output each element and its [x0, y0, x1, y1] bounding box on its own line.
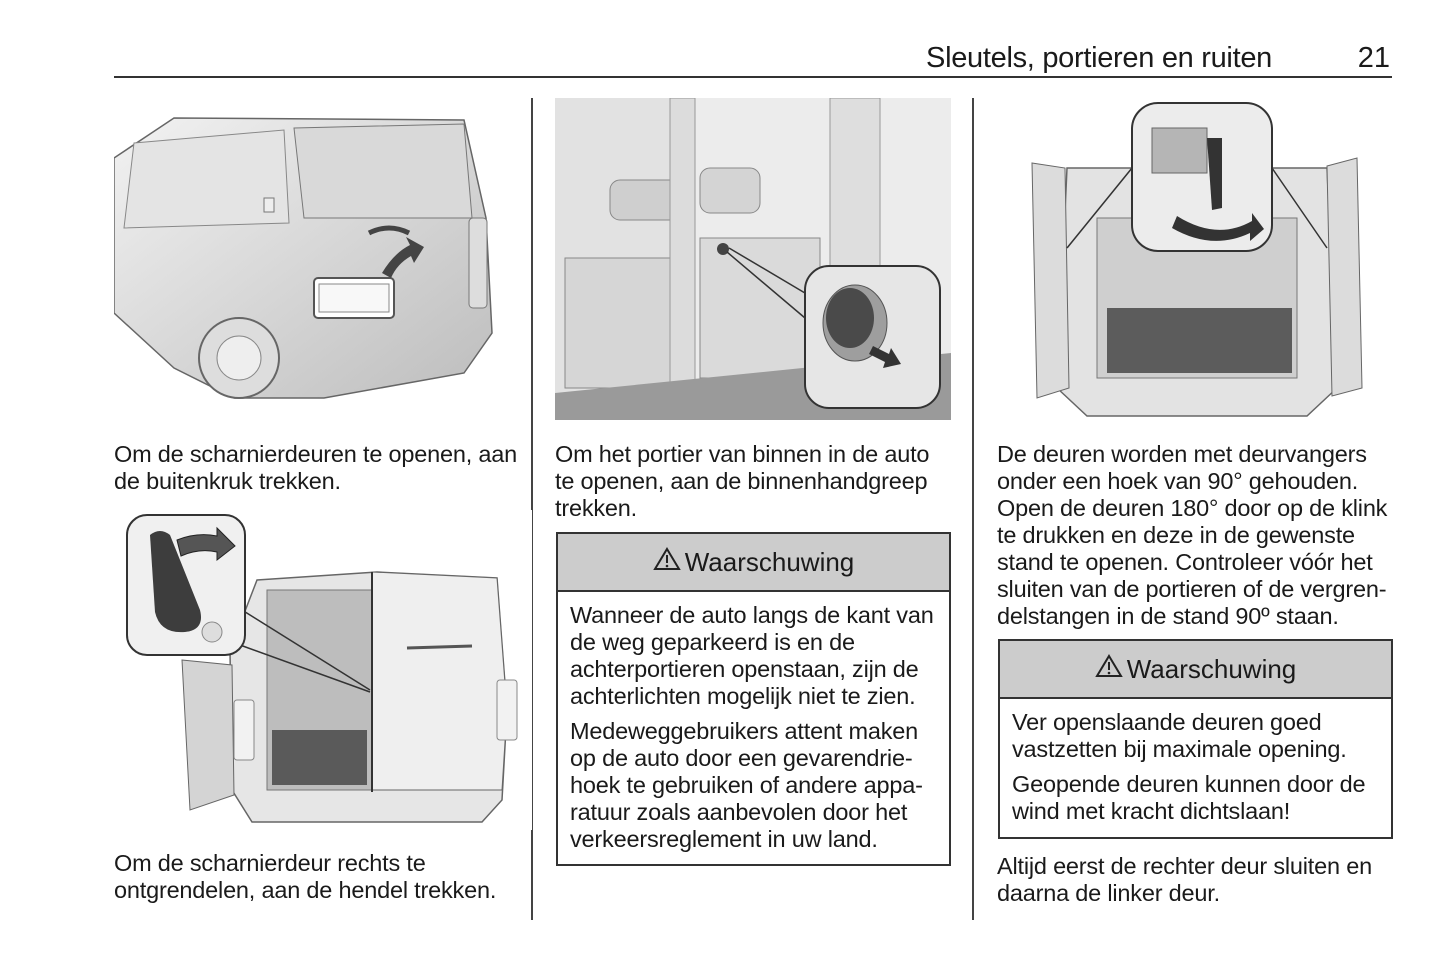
warning-paragraph: Geopende deuren kunnen door de wind met kracht dichtslaan! — [1012, 771, 1366, 824]
paragraph-door-check: De deuren worden met deurvangers onder een hoek van 90° gehouden. Open de deuren 180° door op de klink te drukken en deze in de gewenste stand te openen. Controleer vóór het sluiten van de portieren of de vergrendelstangen in de stand 90º staan. — [997, 441, 1388, 629]
warning-paragraph: Wanneer de auto langs de kant van de weg geparkeerd is en de achterportieren openstaan, zijn de achterlichten mogelijk niet te zien. — [570, 602, 934, 709]
van-rear-illustration — [114, 98, 494, 413]
warning-header — [558, 534, 949, 592]
figure-right-door-release — [122, 510, 532, 830]
van-both-doors-open-illustration — [1027, 98, 1367, 420]
warning-triangle-icon — [1095, 654, 1123, 685]
warning-header — [1000, 641, 1391, 699]
warning-box-doors-wind — [998, 639, 1393, 839]
section-title: Sleutels, portieren en ruiten — [926, 42, 1272, 74]
interior-door-illustration — [555, 98, 951, 420]
column-divider — [972, 98, 974, 920]
warning-box-taillights — [556, 532, 951, 866]
paragraph-inner-handle: Om het portier van binnen in de auto te openen, aan de binnenhandgreep trekken. — [555, 441, 930, 521]
page-number: 21 — [1357, 42, 1390, 74]
paragraph-right-door-release: Om de scharnierdeur rechts te ontgrendelen, aan de hendel trekken. — [114, 850, 497, 903]
paragraph-closing-order: Altijd eerst de rechter deur sluiten en daarna de linker deur. — [997, 853, 1372, 906]
warning-title: Waarschuwing — [684, 546, 855, 577]
figure-van-rear-outer-handle — [114, 98, 494, 413]
van-open-door-illustration — [122, 510, 532, 830]
column-3 — [997, 98, 1393, 906]
column-2 — [555, 98, 951, 852]
warning-title: Waarschuwing — [1126, 653, 1297, 684]
warning-paragraph: Medeweggebruikers attent maken op de auto door een gevarendriehoek te gebruiken of andere apparatuur zoals aanbevolen door het verkeersreglement in uw land. — [570, 718, 923, 852]
figure-inner-handle — [555, 98, 951, 420]
warning-body — [558, 592, 949, 863]
figure-door-check — [1027, 98, 1367, 420]
warning-triangle-icon — [653, 547, 681, 578]
warning-body — [1000, 699, 1391, 835]
column-1 — [114, 98, 524, 903]
paragraph-outer-handle: Om de scharnierdeuren te openen, aan de buitenkruk trekken. — [114, 441, 518, 494]
warning-paragraph: Ver openslaande deuren goed vastzetten bij maximale opening. — [1012, 709, 1347, 762]
page-header — [114, 40, 1392, 78]
